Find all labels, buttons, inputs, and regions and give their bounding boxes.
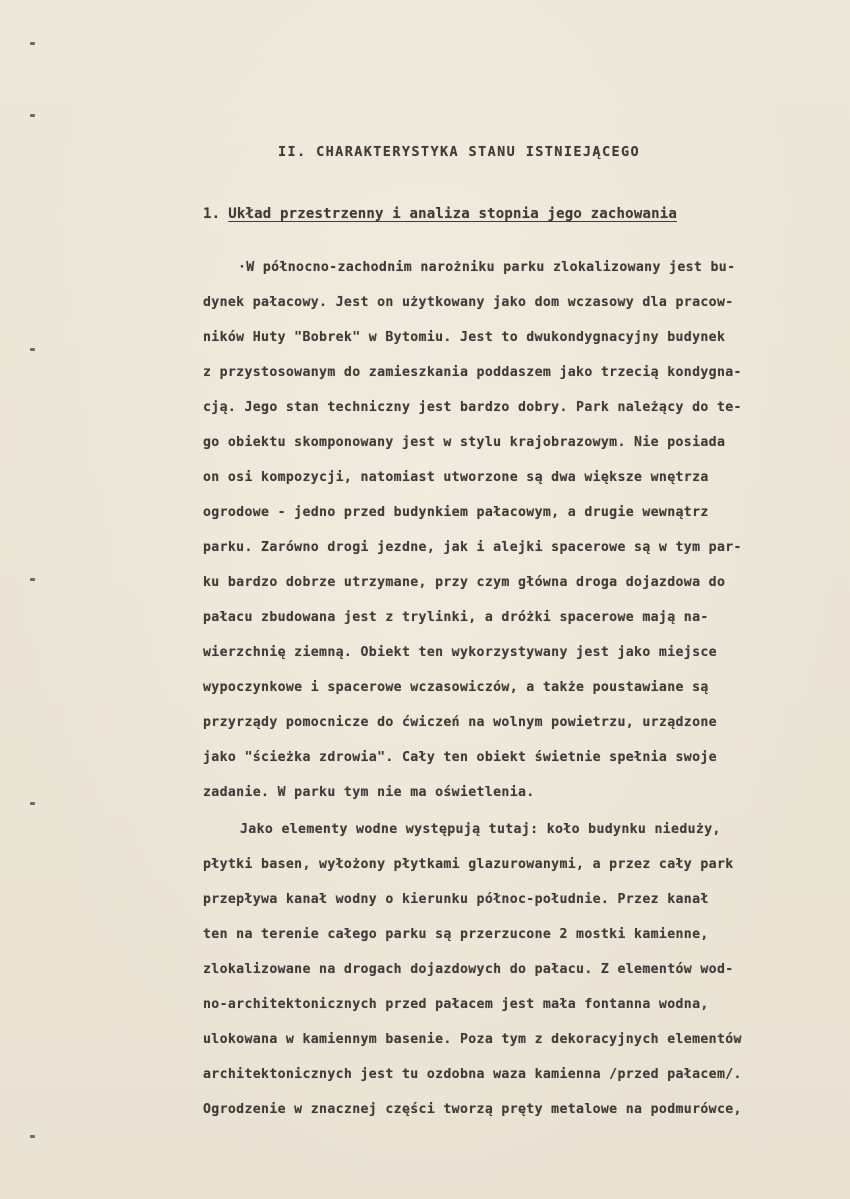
body-line: go obiektu skomponowany jest w stylu krajobrazowym. Nie posiada: [203, 435, 726, 450]
body-line: z przystosowanym do zamieszkania poddaszem jako trzecią kondygna-: [203, 365, 742, 380]
body-line: ten na terenie całego parku są przerzucone 2 mostki kamienne,: [203, 927, 709, 942]
body-line: cją. Jego stan techniczny jest bardzo dobry. Park należący do te-: [203, 400, 742, 415]
margin-mark: [30, 578, 35, 581]
body-line: no-architektonicznych przed pałacem jest mała fontanna wodna,: [203, 997, 709, 1012]
body-line: pałacu zbudowana jest z trylinki, a dróżki spacerowe mają na-: [203, 610, 709, 625]
body-line: parku. Zarówno drogi jezdne, jak i alejki spacerowe są w tym par-: [203, 540, 742, 555]
body-line: on osi kompozycji, natomiast utworzone są dwa większe wnętrza: [203, 470, 709, 485]
section-heading: [203, 206, 677, 222]
margin-mark: [30, 42, 35, 45]
body-line: wypoczynkowe i spacerowe wczasowiczów, a także poustawiane są: [203, 680, 709, 695]
body-line: Ogrodzenie w znacznej części tworzą pręty metalowe na podmurówce,: [203, 1102, 742, 1117]
body-line: ·W północno-zachodnim narożniku parku zlokalizowany jest bu-: [238, 260, 736, 275]
body-line: płytki basen, wyłożony płytkami glazurowanymi, a przez cały park: [203, 857, 734, 872]
margin-mark: [30, 114, 35, 117]
body-line: ku bardzo dobrze utrzymane, przy czym główna droga dojazdowa do: [203, 575, 726, 590]
body-line: ników Huty "Bobrek" w Bytomiu. Jest to dwukondygnacyjny budynek: [203, 330, 726, 345]
margin-mark: [30, 1135, 35, 1138]
body-line: Jako elementy wodne występują tutaj: koło budynku nieduży,: [240, 822, 721, 837]
body-line: wierzchnię ziemną. Obiekt ten wykorzystywany jest jako miejsce: [203, 645, 717, 660]
section-title: Układ przestrzenny i analiza stopnia jego zachowania: [228, 206, 677, 222]
section-number: 1.: [203, 206, 221, 222]
body-line: ogrodowe - jedno przed budynkiem pałacowym, a drugie wewnątrz: [203, 505, 709, 520]
chapter-heading: II. CHARAKTERYSTYKA STANU ISTNIEJĄCEGO: [278, 144, 641, 160]
body-line: jako "ścieżka zdrowia". Cały ten obiekt świetnie spełnia swoje: [203, 750, 717, 765]
margin-mark: [30, 348, 35, 351]
body-line: przyrządy pomocnicze do ćwiczeń na wolnym powietrzu, urządzone: [203, 715, 717, 730]
body-line: ulokowana w kamiennym basenie. Poza tym z dekoracyjnych elementów: [203, 1032, 742, 1047]
body-line: zadanie. W parku tym nie ma oświetlenia.: [203, 785, 535, 800]
body-line: architektonicznych jest tu ozdobna waza kamienna /przed pałacem/.: [203, 1067, 742, 1082]
body-line: przepływa kanał wodny o kierunku północ-południe. Przez kanał: [203, 892, 709, 907]
margin-mark: [30, 802, 35, 805]
body-line: dynek pałacowy. Jest on użytkowany jako dom wczasowy dla pracow-: [203, 295, 734, 310]
body-line: zlokalizowane na drogach dojazdowych do pałacu. Z elementów wod-: [203, 962, 734, 977]
